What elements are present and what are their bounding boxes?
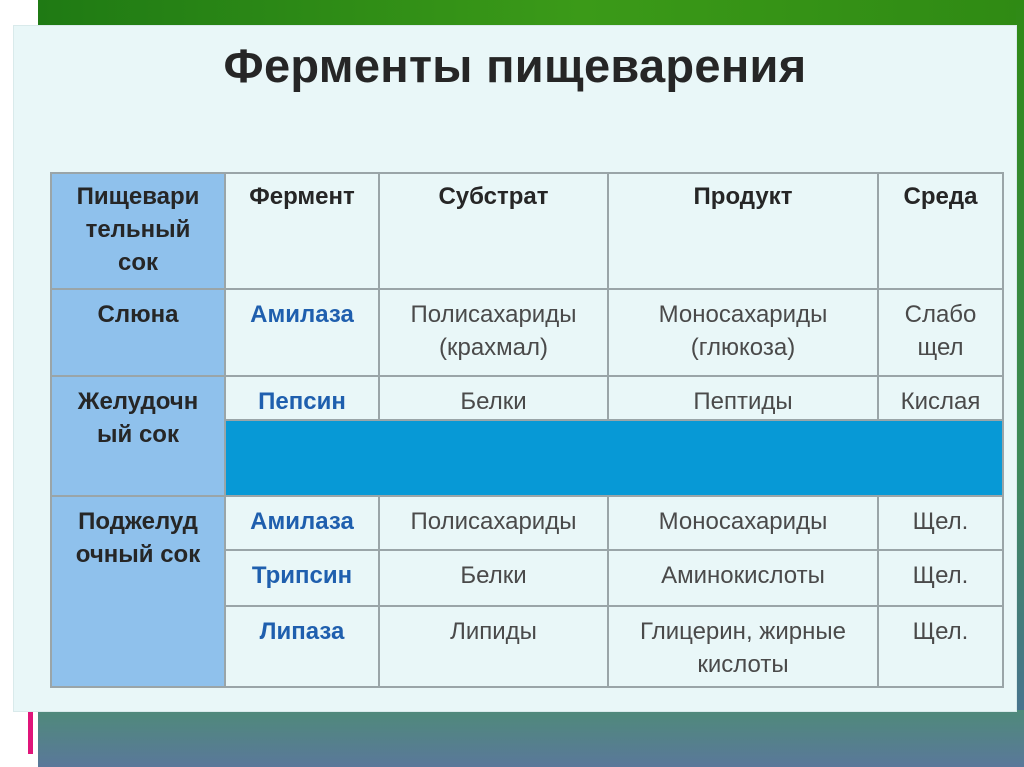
table-row [51, 289, 1003, 375]
table-header-row [51, 173, 1003, 289]
header-substrate: Субстрат [379, 173, 608, 289]
top-green-band [38, 0, 1024, 28]
header-product: Продукт [608, 173, 878, 289]
medium-cell: Щел. [878, 550, 1003, 605]
header-medium: Среда [878, 173, 1003, 289]
enzymes-table [50, 172, 1004, 688]
bottom-band [38, 710, 1024, 767]
medium-cell: Кислая [878, 376, 1003, 420]
right-accent-bar [1016, 0, 1024, 767]
product-cell: Аминокислоты [608, 550, 878, 605]
juice-cell: Слюна [51, 289, 225, 375]
header-juice: Пищевари тельный сок [51, 173, 225, 289]
substrate-cell: Белки [379, 550, 608, 605]
table-row [51, 376, 1003, 420]
product-cell: Моносахариды [608, 496, 878, 550]
medium-cell: Щел. [878, 606, 1003, 687]
enzyme-cell: Амилаза [225, 496, 379, 550]
substrate-cell: Липиды [379, 606, 608, 687]
slide-title: Ферменты пищеварения [223, 39, 807, 92]
product-cell: Моносахариды (глюкоза) [608, 289, 878, 375]
medium-cell: Слабо щел [878, 289, 1003, 375]
enzyme-cell: Трипсин [225, 550, 379, 605]
product-cell: Глицерин, жирные кислоты [608, 606, 878, 687]
enzyme-cell: Пепсин [225, 376, 379, 420]
juice-cell: Желудочн ый сок [51, 376, 225, 496]
table-row [51, 496, 1003, 550]
enzyme-cell: Липаза [225, 606, 379, 687]
header-enzyme: Фермент [225, 173, 379, 289]
pink-accent-mark [28, 712, 33, 754]
substrate-cell: Белки [379, 376, 608, 420]
highlight-bar [225, 420, 1003, 496]
juice-cell: Поджелуд очный сок [51, 496, 225, 687]
substrate-cell: Полисахариды [379, 496, 608, 550]
medium-cell: Щел. [878, 496, 1003, 550]
enzyme-cell: Амилаза [225, 289, 379, 375]
substrate-cell: Полисахариды (крахмал) [379, 289, 608, 375]
product-cell: Пептиды [608, 376, 878, 420]
